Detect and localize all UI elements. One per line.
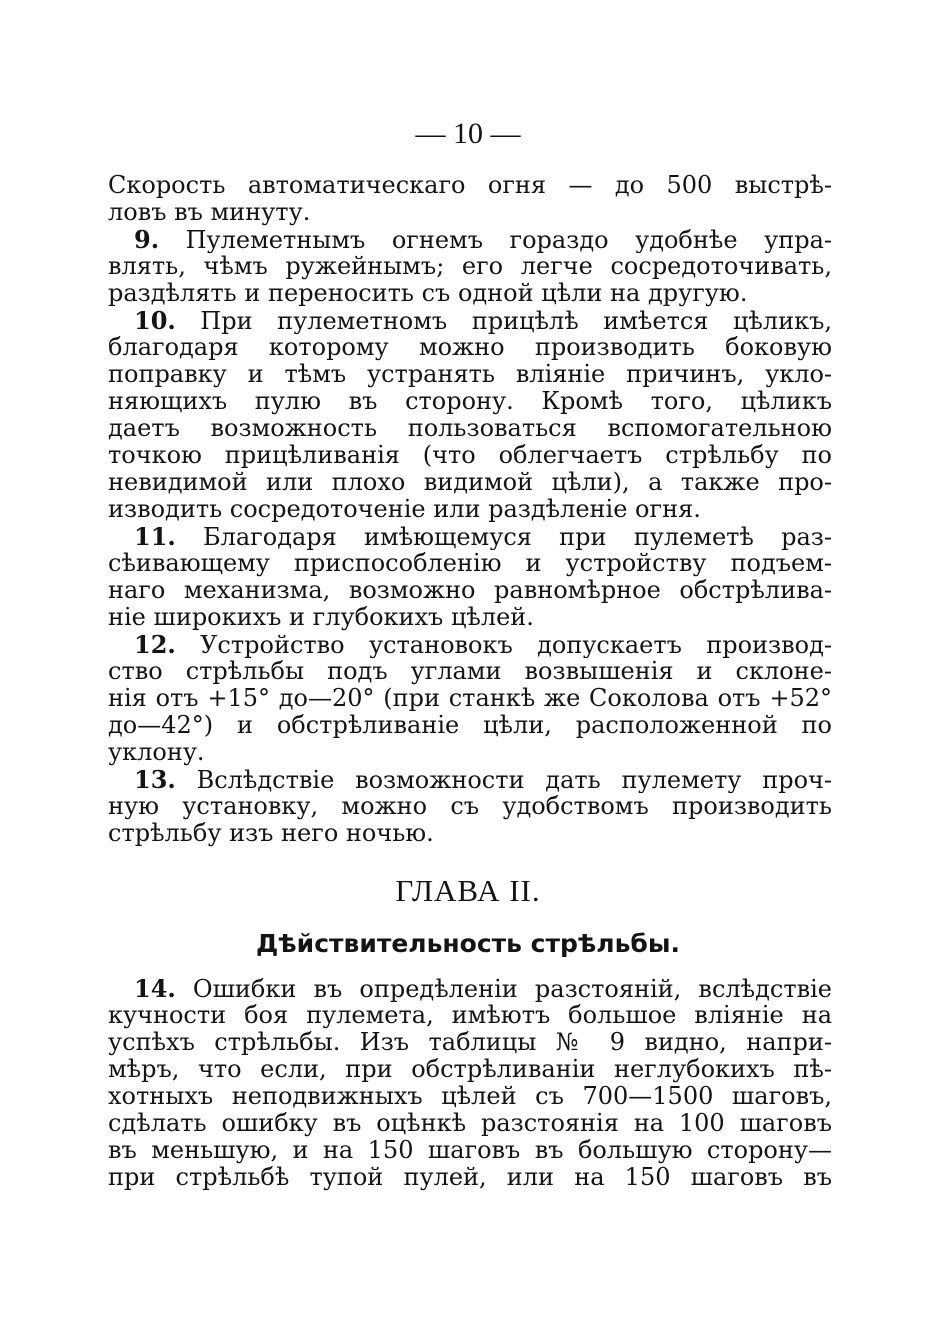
text-line xyxy=(108,712,832,739)
text-line xyxy=(108,226,832,253)
line-text: кучности боя пулемета, имѣютъ большое вліяніе на xyxy=(108,1002,832,1029)
text-line xyxy=(108,550,832,577)
text-line xyxy=(108,199,832,226)
line-text: Пулеметнымъ огнемъ гораздо удобнѣе упра- xyxy=(159,226,832,253)
body-text-bottom xyxy=(108,975,832,1191)
text-line xyxy=(108,658,832,685)
paragraph-number: 13. xyxy=(134,766,176,793)
line-text: уклону. xyxy=(108,739,205,766)
text-line xyxy=(108,1029,832,1056)
text-line xyxy=(108,172,832,199)
line-text: мѣръ, что если, при обстрѣливаніи неглубокихъ пѣ- xyxy=(108,1056,832,1083)
line-text: хотныхъ неподвижныхъ цѣлей съ 700—1500 шаговъ, xyxy=(108,1083,832,1110)
line-text: ловъ въ минуту. xyxy=(108,199,311,226)
text-line xyxy=(108,280,832,307)
line-text: Вслѣдствіе возможности дать пулемету проч- xyxy=(175,766,832,793)
line-text: При пулеметномъ прицѣлѣ имѣется цѣликъ, xyxy=(175,307,832,334)
text-line xyxy=(108,334,832,361)
line-text: невидимой или плохо видимой цѣли), а также про- xyxy=(108,469,832,496)
text-line xyxy=(108,1056,832,1083)
line-text: ство стрѣльбы подъ углами возвышенія и склоне- xyxy=(108,658,832,685)
text-line xyxy=(108,415,832,442)
text-line xyxy=(108,739,832,766)
line-text: точкою прицѣливанія (что облегчаетъ стрѣльбу по xyxy=(108,442,832,469)
text-line xyxy=(108,253,832,280)
text-line xyxy=(108,577,832,604)
line-text: Скорость автоматическаго огня — до 500 выстрѣ- xyxy=(108,172,832,199)
text-line xyxy=(108,361,832,388)
text-line xyxy=(108,388,832,415)
text-line xyxy=(108,442,832,469)
line-text: въ меньшую, и на 150 шаговъ въ большую сторону— xyxy=(108,1137,832,1164)
text-line xyxy=(108,1110,832,1137)
text-line xyxy=(108,469,832,496)
text-line xyxy=(108,820,832,847)
line-text: ніе широкихъ и глубокихъ цѣлей. xyxy=(108,604,534,631)
line-text: до—42°) и обстрѣливаніе цѣли, расположенной по xyxy=(108,712,832,739)
paragraph-number: 12. xyxy=(134,631,176,658)
line-text: няющихъ пулю въ сторону. Кромѣ того, цѣликъ xyxy=(108,388,832,415)
line-text: сдѣлать ошибку въ оцѣнкѣ разстоянія на 100 шаговъ xyxy=(108,1110,832,1137)
page-number: — 10 — xyxy=(415,117,521,150)
paragraph-number: 10. xyxy=(134,307,176,334)
line-text: нія отъ +15° до—20° (при станкѣ же Соколова отъ +52° xyxy=(108,685,832,712)
line-text: Благодаря имѣющемуся при пулеметѣ раз- xyxy=(175,523,832,550)
text-line xyxy=(108,631,832,658)
text-line xyxy=(108,1137,832,1164)
text-line xyxy=(108,1002,832,1029)
line-text: изводить сосредоточеніе или раздѣленіе огня. xyxy=(108,496,701,523)
text-line xyxy=(108,307,832,334)
line-text: стрѣльбу изъ него ночью. xyxy=(108,820,434,847)
line-text: благодаря которому можно производить боковую xyxy=(108,334,832,361)
line-text: Ошибки въ опредѣленіи разстояній, вслѣдствіе xyxy=(175,975,832,1002)
line-text: при стрѣльбѣ тупой пулей, или на 150 шаговъ въ xyxy=(108,1164,832,1191)
text-line xyxy=(108,766,832,793)
line-text: раздѣлять и переносить съ одной цѣли на другую. xyxy=(108,280,748,307)
line-text: наго механизма, возможно равномѣрное обстрѣлива- xyxy=(108,577,832,604)
text-line xyxy=(108,685,832,712)
text-line xyxy=(108,1164,832,1191)
text-line xyxy=(108,975,832,1002)
line-text: поправку и тѣмъ устранять вліяніе причинъ, укло- xyxy=(108,361,832,388)
text-line xyxy=(108,523,832,550)
line-text: влять, чѣмъ ружейнымъ; его легче сосредоточивать, xyxy=(108,253,832,280)
line-text: успѣхъ стрѣльбы. Изъ таблицы № 9 видно, напри- xyxy=(108,1029,832,1056)
text-line xyxy=(108,1083,832,1110)
line-text: даетъ возможность пользоваться вспомогательною xyxy=(108,415,832,442)
line-text: ную установку, можно съ удобствомъ производить xyxy=(108,793,832,820)
paragraph-number: 9. xyxy=(134,226,160,253)
paragraph-number: 11. xyxy=(134,523,176,550)
paragraph-number: 14. xyxy=(134,975,176,1002)
text-line xyxy=(108,496,832,523)
line-text: сѣивающему приспособленію и устройству подъем- xyxy=(108,550,832,577)
body-text-top xyxy=(108,172,832,847)
text-line xyxy=(108,604,832,631)
line-text: Устройство установокъ допускаетъ производ- xyxy=(175,631,832,658)
text-line xyxy=(108,793,832,820)
section-title: Дѣйствительность стрѣльбы. xyxy=(256,929,680,958)
chapter-title: ГЛАВА II. xyxy=(395,873,541,908)
